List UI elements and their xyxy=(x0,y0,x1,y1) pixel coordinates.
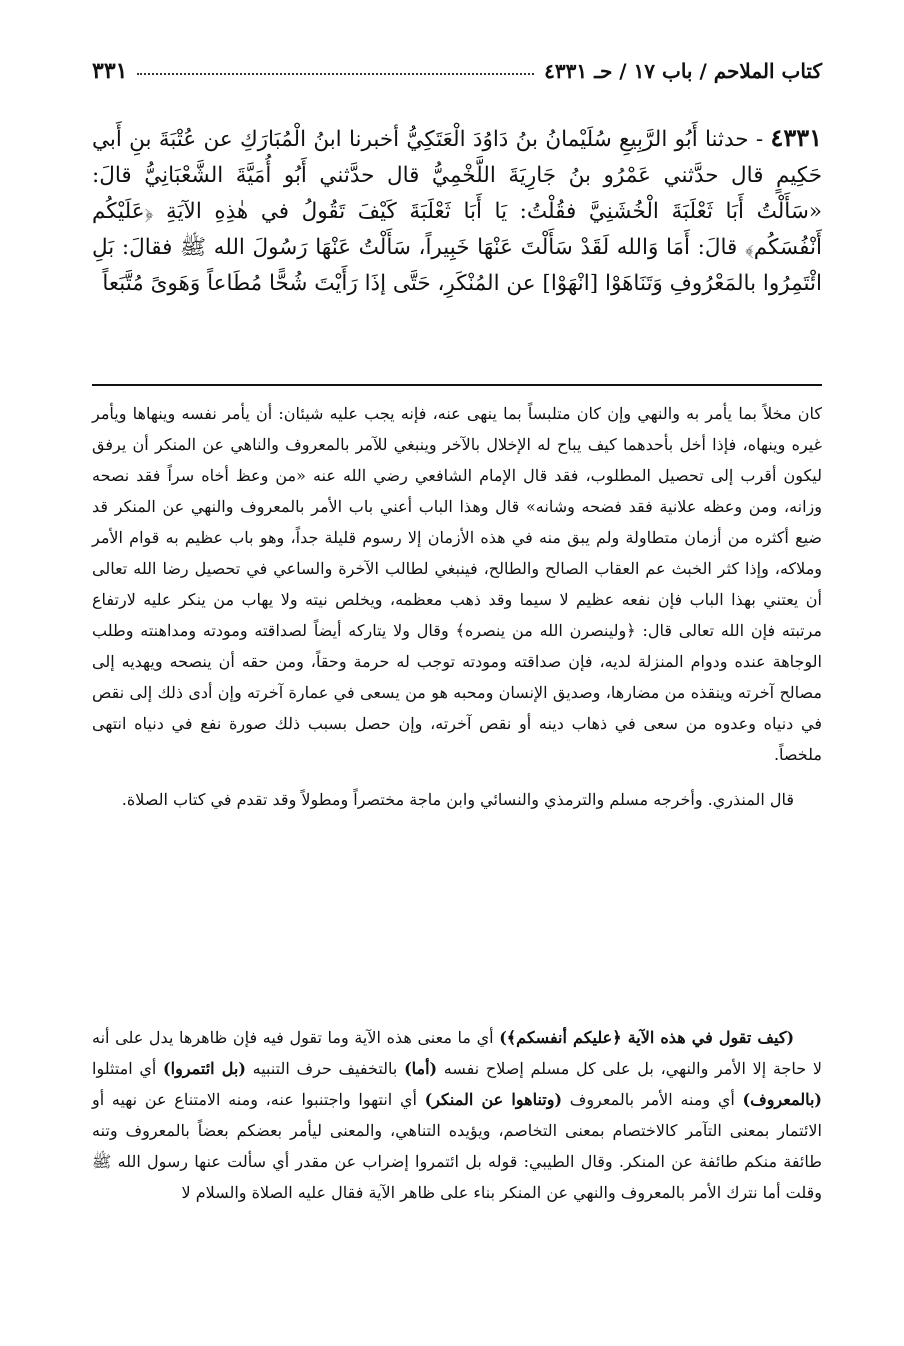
commentary-term: (أما) xyxy=(404,1059,438,1078)
commentary-text: أي امتثلوا xyxy=(92,1059,164,1078)
commentary-term: (بل ائتمروا) xyxy=(163,1059,246,1078)
dotted-leader xyxy=(137,73,534,75)
commentary-heading: (كيف تقول في هذه الآية ﴿عليكم أنفسكم﴾) xyxy=(499,1028,795,1047)
commentary-paragraph xyxy=(92,1022,822,1208)
commentary-text: بالتخفيف حرف التنبيه xyxy=(245,1059,405,1078)
footnotes xyxy=(92,398,822,815)
chapter-reference: كتاب الملاحم / باب ١٧ / حـ ٤٣٣١ xyxy=(544,59,822,83)
commentary-term: (وتناهوا عن المنكر) xyxy=(424,1090,563,1109)
commentary xyxy=(92,1022,822,1208)
footnote-separator xyxy=(92,384,822,386)
footnote-paragraph-2: قال المنذري. وأخرجه مسلم والترمذي والنسائي وابن ماجة مختصراً ومطولاً وقد تقدم في كتاب الصلاة. xyxy=(121,790,794,809)
hadith-text xyxy=(92,120,822,302)
footnote-paragraph-1: كان مخلاً بما يأمر به والنهي وإن كان متلبساً بما ينهى عنه، فإنه يجب عليه شيئان: أن يأمر نفسه وينهاها ويأمر غيره وينهاه، فإذا أخل بأحدهما كيف يباح له الإخلال بالآخر وينبغي للآمر بالمعروف والناهي عن المنكر أن يرفق ليكون أقرب إلى تحصيل المطلوب، فقد قال الإمام الشافعي رضي الله عنه «من وعظ أخاه سراً فقد نصحه وزانه، ومن وعظه علانية فقد فضحه وشانه» قال وهذا الباب أعني باب الأمر بالمعروف والنهي عن المنكر قد ضيع أكثره من أزمان متطاولة ولم يبق منه في هذه الأزمان إلا رسوم قليلة جداً، وهو باب عظيم به قوام الأمر وملاكه، وإذا كثر الخبث عم العقاب الصالح والطالح، فينبغي لطالب الآخرة والساعي في تحصيل رضا الله تعالى أن يعتني بهذا الباب فإن نفعه عظيم لا سيما وقد ذهب معظمه، ويخلص نيته ولا يهاب من ينكر عليه لارتفاع مرتبته فإن الله تعالى قال: ﴿ولينصرن الله من ينصره﴾ وقال ولا يتاركه أيضاً لصداقته ومودته ومداهنته وطلب الوجاهة عنده ودوام المنزلة لديه، فإن صداقته ومودته توجب له حرمة وحقاً، ومن حقه أن ينصحه ويهديه إلى مصالح آخرته وينقذه من مضارها، وصديق الإنسان ومحبه هو من يسعى في عمارة آخرته وإن أدى ذلك إلى نقص في دنياه وعدوه من سعى في ذهاب دينه أو نقص آخرته، وإن حصل بسبب ذلك صورة نفع في دنياه انتهى ملخصاً. xyxy=(92,404,822,764)
hadith-body: - حدثنا أَبُو الرَّبِيعِ سُلَيْمانُ بنُ دَاوُدَ الْعَتَكِيُّ أخبرنا ابنُ الْمُبَارَكِ عن عُتْبَةَ بنِ أَبي حَكِيمٍ قال حدَّثني عَمْرُو بنُ جَارِيَةَ اللَّخْمِيُّ قال حدَّثني أَبُو أُمَيَّةَ الشَّعْبَانِيُّ قالَ: «سَأَلْتُ أَبَا ثَعْلَبَةَ الْخُشَنِيَّ فقُلْتُ: يَا أَبَا ثَعْلَبَةَ كَيْفَ تَقُولُ في هٰذِهِ الآيَةِ ﴿عَلَيْكُم أَنْفُسَكُم﴾ قالَ: أَمَا وَالله لَقَدْ سَأَلْتَ عَنْهَا خَبِيراً، سَأَلْتُ عَنْهَا رَسُولَ الله ﷺ فقالَ: بَلِ ائْتَمِرُوا بالمَعْرُوفِ وَتَنَاهَوْا [انْهَوْا] عن المُنْكَرِ، حَتَّى إذَا رَأَيْتَ شُحًّا مُطَاعاً وَهَوىً مُتَّبَعاً xyxy=(92,127,822,296)
commentary-text: أي ومنه الأمر بالمعروف xyxy=(562,1090,743,1109)
commentary-term: (بالمعروف) xyxy=(742,1090,822,1109)
commentary-text: أي انتهوا واجتنبوا عنه، ومنه الامتناع عن نهيه أو الائتمار بمعنى التآمر كالاختصام بمعنى التخاصم، ويؤيده التناهي، والمعنى ليأمر بعضكم بعضاً بالمعروف وتنه طائفة منكم طائفة عن المنكر. وقال الطيبي: قوله بل ائتمروا إضراب عن مقدر أي سألت عنها رسول الله ﷺ وقلت أما نترك الأمر بالمعروف والنهي عن المنكر بناء على ظاهر الآية فقال عليه الصلاة والسلام لا xyxy=(92,1090,822,1202)
running-header xyxy=(92,56,822,86)
hadith-number: ٤٣٣١ xyxy=(770,123,822,152)
commentary-text: أي ما معنى هذه الآية وما تقول فيه فإن ظاهرها يدل على أنه لا حاجة إلا الأمر والنهي، بل على كل مسلم إصلاح نفسه xyxy=(92,1028,823,1078)
book-page xyxy=(92,0,822,1346)
page-number: ٣٣١ xyxy=(92,58,128,84)
